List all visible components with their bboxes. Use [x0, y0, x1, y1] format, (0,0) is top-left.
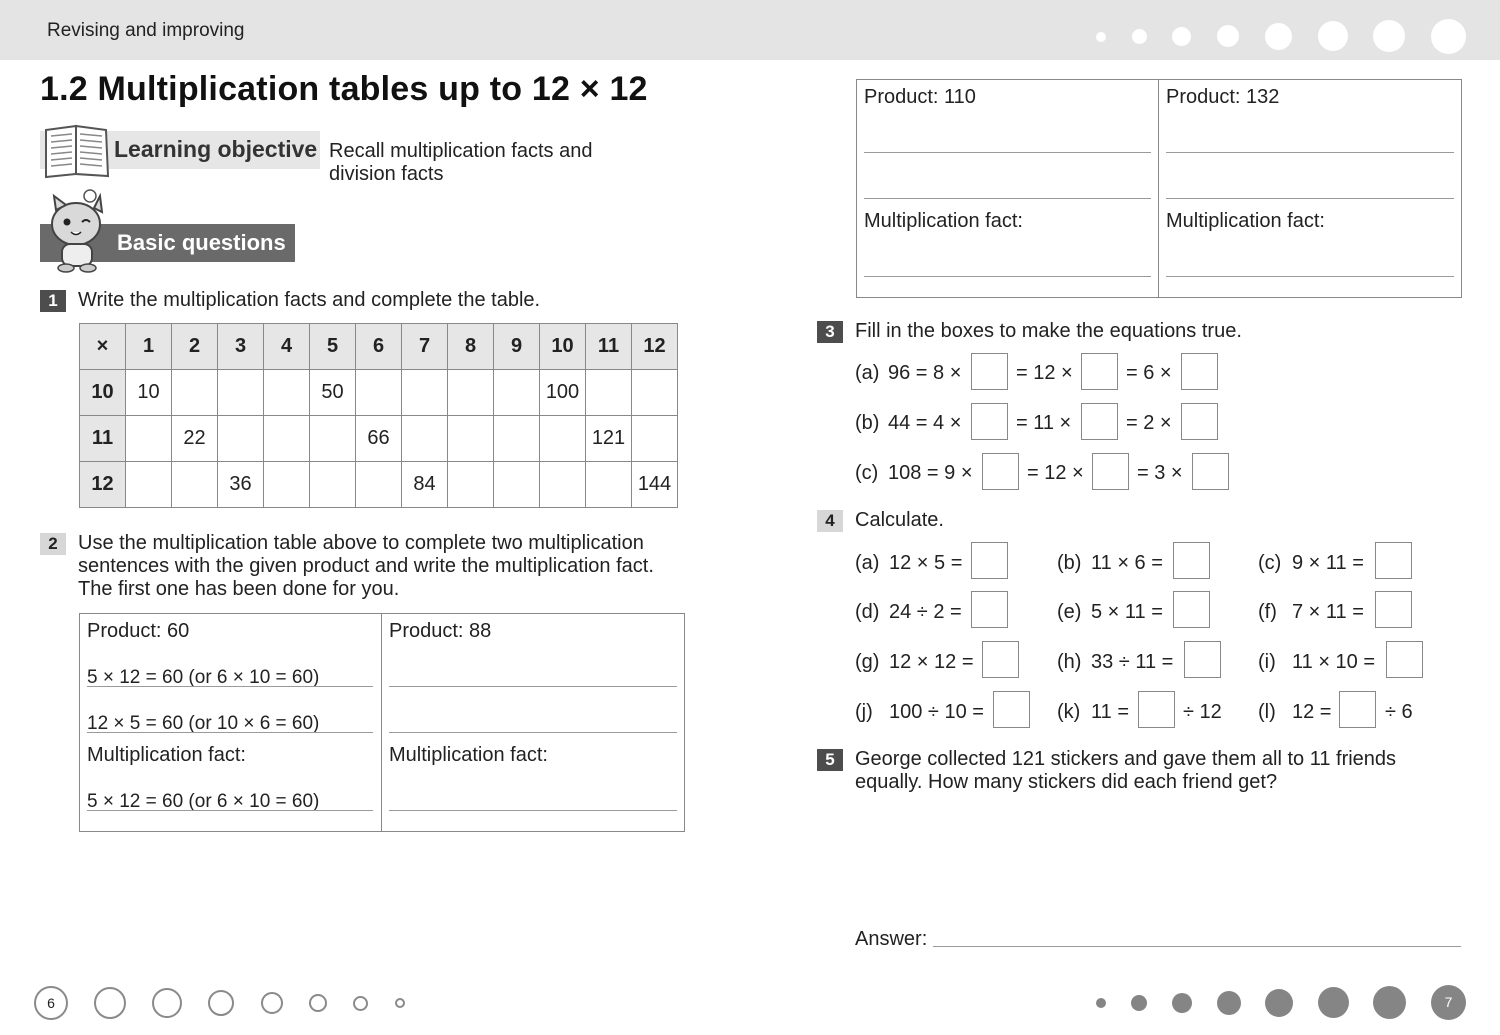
- learning-objective-text: Recall multiplication facts and division facts: [329, 140, 593, 185]
- table-cell[interactable]: [126, 462, 172, 508]
- item-label: (b): [1057, 552, 1082, 574]
- footer-circle: [152, 988, 182, 1018]
- divider: [381, 613, 382, 832]
- equation-part: = 12 ×: [1016, 362, 1073, 384]
- answer-box[interactable]: [1181, 353, 1218, 390]
- footer-circle: [395, 998, 405, 1008]
- question-text: George collected 121 stickers and gave them all to 11 friends equally. How many stickers did each friend get?: [855, 748, 1397, 793]
- equation-part: 96 = 8 ×: [888, 362, 962, 384]
- learning-objective-label: Learning objective: [114, 136, 318, 162]
- fact-answer: 5 × 12 = 60 (or 6 × 10 = 60): [87, 791, 320, 812]
- table-cell[interactable]: [632, 416, 678, 462]
- answer-box[interactable]: [971, 542, 1008, 579]
- question-text: Calculate.: [855, 509, 944, 531]
- answer-box[interactable]: [1181, 403, 1218, 440]
- question-text: Fill in the boxes to make the equations true.: [855, 320, 1242, 342]
- answer-line[interactable]: [1166, 152, 1454, 153]
- header-dot: [1373, 20, 1405, 52]
- equation-part: = 11 ×: [1016, 412, 1072, 434]
- header-dot: [1172, 27, 1191, 46]
- table-header-cell: 6: [356, 324, 402, 370]
- equation-part: 108 = 9 ×: [888, 462, 973, 484]
- table-cell[interactable]: [448, 462, 494, 508]
- footer-circle: [208, 990, 234, 1016]
- answer-box[interactable]: [1192, 453, 1229, 490]
- item-label: (h): [1057, 651, 1082, 673]
- expression: 5 × 11 =: [1091, 601, 1163, 623]
- divider: [1158, 79, 1159, 298]
- table-row-header: 11: [80, 416, 126, 462]
- answer-box[interactable]: [1081, 403, 1118, 440]
- footer-dot: [1096, 998, 1106, 1008]
- item-label: (j): [855, 701, 873, 723]
- fact-label: Multiplication fact:: [389, 744, 548, 766]
- table-cell[interactable]: [172, 462, 218, 508]
- table-cell[interactable]: 50: [310, 370, 356, 416]
- equation-part: = 6 ×: [1126, 362, 1172, 384]
- table-cell[interactable]: 66: [356, 416, 402, 462]
- answer-box[interactable]: [1138, 691, 1175, 728]
- basic-questions-label: Basic questions: [117, 230, 286, 255]
- table-header-cell: 9: [494, 324, 540, 370]
- footer-dot: [1131, 995, 1147, 1011]
- table-header-cell: 7: [402, 324, 448, 370]
- table-row: [80, 462, 678, 508]
- table-header-row: [80, 324, 678, 370]
- table-cell[interactable]: [356, 462, 402, 508]
- answer-box[interactable]: [993, 691, 1030, 728]
- answer-line[interactable]: [1166, 198, 1454, 199]
- answer-box[interactable]: [1375, 542, 1412, 579]
- answer-line[interactable]: [933, 946, 1461, 947]
- product-label: Product: 132: [1166, 86, 1280, 108]
- table-cell[interactable]: [586, 370, 632, 416]
- question-number: 1: [40, 290, 66, 312]
- table-header-cell: 12: [632, 324, 678, 370]
- header-dot: [1096, 32, 1106, 42]
- answer-box[interactable]: [982, 453, 1019, 490]
- answer-line[interactable]: [389, 686, 677, 687]
- header-dot: [1431, 19, 1466, 54]
- product-label: Product: 60: [87, 620, 190, 642]
- table-row: [80, 416, 678, 462]
- footer-dot: [1217, 991, 1241, 1015]
- multiplication-table: [79, 323, 678, 508]
- answer-underline: [87, 686, 373, 687]
- table-cell[interactable]: [264, 370, 310, 416]
- footer-circle: [353, 996, 368, 1011]
- table-cell[interactable]: [448, 416, 494, 462]
- table-cell[interactable]: [494, 462, 540, 508]
- expression: 12 =: [1292, 701, 1332, 723]
- item-label: (a): [855, 362, 880, 384]
- book-icon: [42, 122, 112, 180]
- footer-dot: [1172, 993, 1192, 1013]
- header-dot: [1217, 25, 1239, 47]
- item-label: (l): [1258, 701, 1276, 723]
- fact-label: Multiplication fact:: [87, 744, 246, 766]
- item-label: (g): [855, 651, 880, 673]
- table-cell[interactable]: 22: [172, 416, 218, 462]
- table-cell[interactable]: 144: [632, 462, 678, 508]
- cat-mascot-icon: [44, 188, 110, 274]
- table-cell[interactable]: [632, 370, 678, 416]
- answer-box[interactable]: [1375, 591, 1412, 628]
- answer-box[interactable]: [1386, 641, 1423, 678]
- question-number: 3: [817, 321, 843, 343]
- footer-dot: [1318, 987, 1349, 1018]
- expression-tail: ÷ 6: [1385, 701, 1413, 723]
- answer-box[interactable]: [971, 591, 1008, 628]
- table-cell[interactable]: [402, 416, 448, 462]
- expression: 12 × 12 =: [889, 651, 974, 673]
- item-label: (c): [855, 462, 879, 484]
- answer-line[interactable]: [864, 276, 1151, 277]
- table-header-cell: 10: [540, 324, 586, 370]
- answer-line[interactable]: [389, 732, 677, 733]
- table-cell[interactable]: [264, 416, 310, 462]
- answer-label: Answer:: [855, 928, 928, 950]
- product-label: Product: 88: [389, 620, 492, 642]
- header-dot: [1318, 21, 1348, 51]
- answer-line[interactable]: [1166, 276, 1454, 277]
- table-cell[interactable]: [218, 416, 264, 462]
- table-header-cell: ×: [80, 324, 126, 370]
- table-cell[interactable]: [494, 370, 540, 416]
- table-cell[interactable]: 121: [586, 416, 632, 462]
- page-number-right: 7: [1431, 985, 1466, 1020]
- header-dot: [1265, 23, 1292, 50]
- table-cell[interactable]: [310, 416, 356, 462]
- answer-box[interactable]: [1184, 641, 1221, 678]
- table-header-cell: 5: [310, 324, 356, 370]
- footer-circle: [261, 992, 283, 1014]
- table-header-cell: 3: [218, 324, 264, 370]
- table-cell[interactable]: 10: [126, 370, 172, 416]
- table-cell[interactable]: [448, 370, 494, 416]
- answer-line[interactable]: [864, 152, 1151, 153]
- table-row: [80, 370, 678, 416]
- answer-box[interactable]: [971, 403, 1008, 440]
- table-cell[interactable]: [586, 462, 632, 508]
- item-label: (d): [855, 601, 880, 623]
- item-label: (a): [855, 552, 880, 574]
- product-box-group: [856, 79, 1462, 298]
- section-label: Revising and improving: [47, 20, 245, 41]
- table-cell[interactable]: [402, 370, 448, 416]
- expression-tail: ÷ 12: [1183, 701, 1222, 723]
- answer-box[interactable]: [1339, 691, 1376, 728]
- table-cell[interactable]: [172, 370, 218, 416]
- equation-part: = 2 ×: [1126, 412, 1172, 434]
- answer-line: 5 × 12 = 60 (or 6 × 10 = 60): [87, 667, 320, 688]
- equation-part: = 3 ×: [1137, 462, 1183, 484]
- table-row-header: 12: [80, 462, 126, 508]
- question-number: 4: [817, 510, 843, 532]
- answer-box[interactable]: [982, 641, 1019, 678]
- expression: 24 ÷ 2 =: [889, 601, 962, 623]
- expression: 9 × 11 =: [1292, 552, 1364, 574]
- fact-label: Multiplication fact:: [864, 210, 1023, 232]
- table-header-cell: 4: [264, 324, 310, 370]
- equation-part: = 12 ×: [1027, 462, 1084, 484]
- table-cell[interactable]: [494, 416, 540, 462]
- question-number: 2: [40, 533, 66, 555]
- answer-box[interactable]: [1173, 591, 1210, 628]
- answer-box[interactable]: [971, 353, 1008, 390]
- table-cell[interactable]: 100: [540, 370, 586, 416]
- answer-box[interactable]: [1092, 453, 1129, 490]
- expression: 100 ÷ 10 =: [889, 701, 984, 723]
- expression: 11 =: [1091, 701, 1129, 723]
- answer-underline: [87, 810, 373, 811]
- table-cell[interactable]: [126, 416, 172, 462]
- answer-line[interactable]: [864, 198, 1151, 199]
- table-header-cell: 2: [172, 324, 218, 370]
- question-text: Write the multiplication facts and complete the table.: [78, 289, 541, 311]
- header-dot: [1132, 29, 1147, 44]
- expression: 11 × 6 =: [1091, 552, 1163, 574]
- table-cell[interactable]: [264, 462, 310, 508]
- answer-underline: [87, 732, 373, 733]
- item-label: (b): [855, 412, 880, 434]
- footer-dot: [1265, 989, 1293, 1017]
- item-label: (k): [1057, 701, 1081, 723]
- product-label: Product: 110: [864, 86, 976, 108]
- expression: 7 × 11 =: [1292, 601, 1364, 623]
- table-cell[interactable]: [356, 370, 402, 416]
- question-text: Use the multiplication table above to complete two multiplication sentences with the given product and write the multiplication fact. The first one has been done for you.: [78, 532, 654, 600]
- answer-box[interactable]: [1081, 353, 1118, 390]
- page-title: 1.2 Multiplication tables up to 12 × 12: [40, 70, 648, 108]
- item-label: (e): [1057, 601, 1082, 623]
- footer-dot: [1373, 986, 1406, 1019]
- footer-circle: [94, 987, 126, 1019]
- table-cell[interactable]: [310, 462, 356, 508]
- table-header-cell: 1: [126, 324, 172, 370]
- question-number: 5: [817, 749, 843, 771]
- answer-line[interactable]: [389, 810, 677, 811]
- table-cell[interactable]: [540, 462, 586, 508]
- fact-label: Multiplication fact:: [1166, 210, 1325, 232]
- footer-circle: [309, 994, 327, 1012]
- page-number-left: 6: [34, 986, 68, 1020]
- table-cell[interactable]: 36: [218, 462, 264, 508]
- item-label: (c): [1258, 552, 1282, 574]
- table-cell[interactable]: [218, 370, 264, 416]
- expression: 11 × 10 =: [1292, 651, 1376, 673]
- answer-box[interactable]: [1173, 542, 1210, 579]
- table-header-cell: 11: [586, 324, 632, 370]
- table-cell[interactable]: 84: [402, 462, 448, 508]
- table-header-cell: 8: [448, 324, 494, 370]
- item-label: (i): [1258, 651, 1276, 673]
- expression: 12 × 5 =: [889, 552, 963, 574]
- expression: 33 ÷ 11 =: [1091, 651, 1174, 673]
- table-row-header: 10: [80, 370, 126, 416]
- equation-part: 44 = 4 ×: [888, 412, 962, 434]
- table-cell[interactable]: [540, 416, 586, 462]
- answer-line: 12 × 5 = 60 (or 10 × 6 = 60): [87, 713, 320, 734]
- item-label: (f): [1258, 601, 1277, 623]
